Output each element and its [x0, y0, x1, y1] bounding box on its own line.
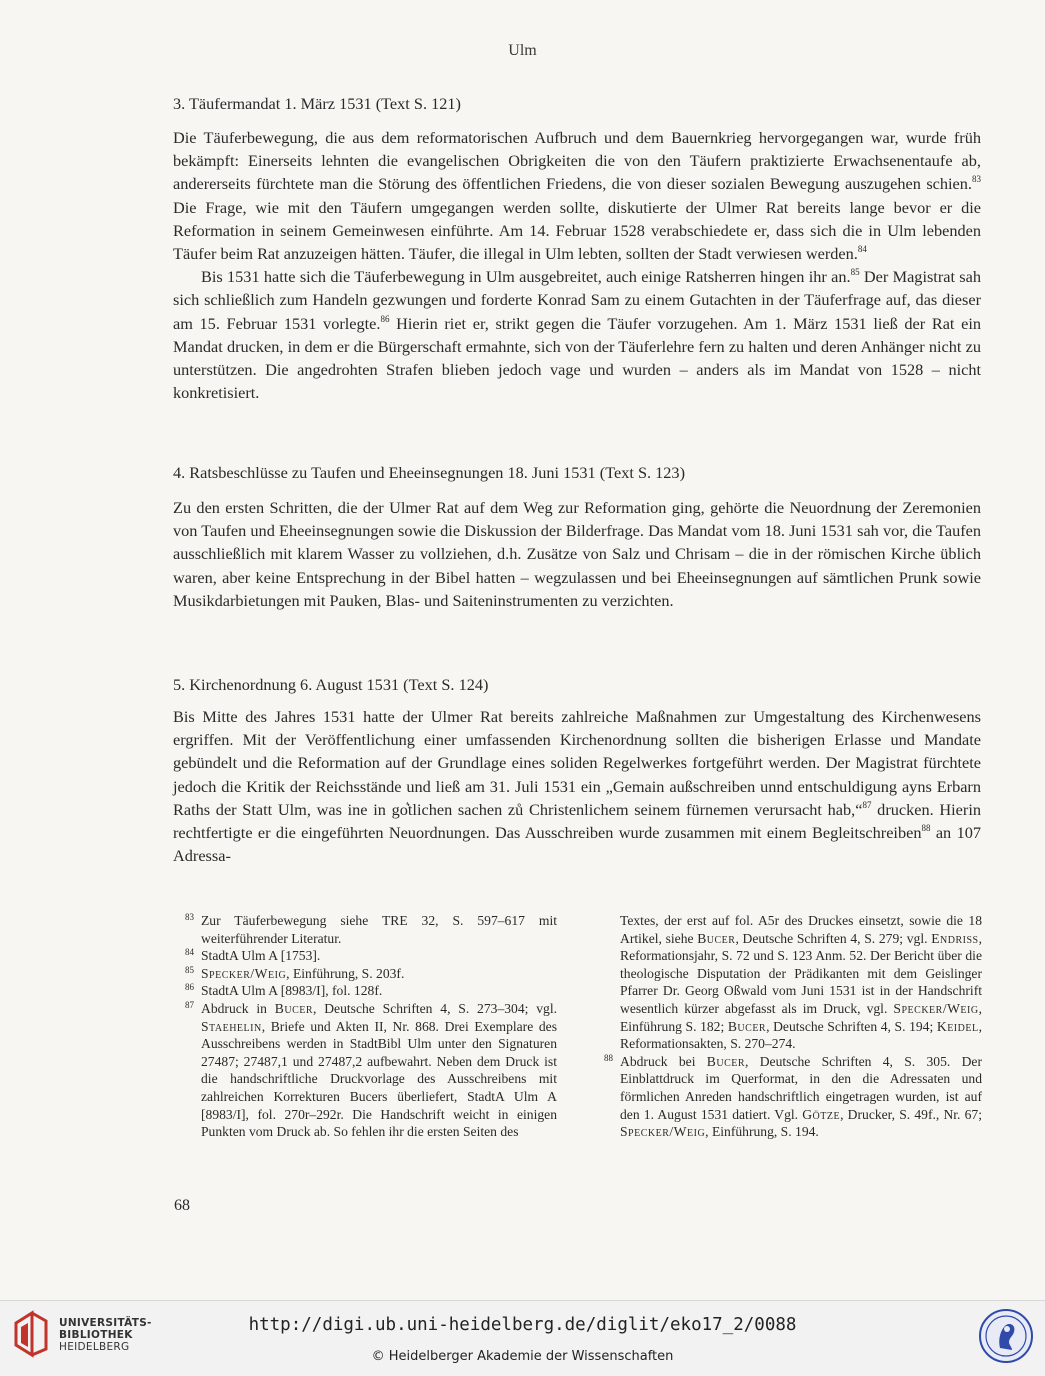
footnote-text: StadtA Ulm A [1753]. — [201, 948, 321, 964]
logo-line: BIBLIOTHEK — [59, 1329, 133, 1341]
footnote-text: Zur Täuferbewegung siehe TRE 32, S. 597–617 mit weiterführender Literatur. — [201, 913, 557, 946]
logo-line: HEIDELBERG — [59, 1341, 130, 1353]
footnote-ref-83[interactable]: 83 — [972, 174, 981, 185]
footnote-text: , Einführung, S. 203f. — [286, 965, 405, 981]
text-run: Die Frage, wie mit den Täufern umgegangen werden sollte, diskutierte der Ulmer Rat bereits lange bevor er die Reformation in seinem Gemeinwesen einführte. Am 14. Februar 1528 verabschiedete er, dass sich die in Ulm lebenden Täufer beim Rat anzuzeigen hätten. Täufer, die illegal in Ulm lebten, sollten der Stadt verwiesen werden. — [173, 197, 981, 264]
section-heading-4: 4. Ratsbeschlüsse zu Taufen und Eheeinsegnungen 18. Juni 1531 (Text S. 123) — [173, 463, 685, 482]
footnote-text: , Reformationsakten, S. 270–274. — [620, 1018, 982, 1052]
footnote-text: , Deutsche Schriften 4, S. 279; vgl. — [735, 930, 932, 946]
footnote-text: , Drucker, S. 49f., Nr. 67; — [840, 1106, 982, 1122]
section-heading-3: 3. Täufermandat 1. März 1531 (Text S. 121) — [173, 94, 461, 113]
footnote-88 — [604, 1053, 982, 1141]
paragraph — [173, 705, 981, 867]
author-name: Götze — [802, 1106, 841, 1122]
text-run: Bis Mitte des Jahres 1531 hatte der Ulmer Rat bereits zahlreiche Maßnahmen zur Umgestaltung des Kirchenwesens ergriffen. Mit der Veröffentlichung einer umfassenden Kirchenordnung sollten die bisherigen Erlasse und Mandate gebündelt und die Reformation auf der Grundlage eines soliden Regelwerkes fortgeführt werden. Der Magistrat fürchtete jedoch die Kritik der Reichsstände und ließ am 31. Juli 1531 ein „Gemain außschreiben unnd entschuldigung ayns Erbarn Raths der Statt Ulm, was ine in go͛tlichen sachen zů Christenlichem seinem fürnemen verursacht hab,“ — [173, 707, 981, 819]
author-name: Bucer — [706, 1053, 746, 1069]
footnote-number: 83 — [185, 912, 194, 922]
footnote-85 — [185, 965, 557, 983]
page-number: 68 — [174, 1197, 190, 1214]
paragraph — [173, 126, 981, 265]
footnote-ref-88[interactable]: 88 — [921, 823, 931, 834]
footnote-84 — [185, 947, 557, 965]
footnote-text: , Briefe und Akten II, Nr. 868. Drei Exemplare des Ausschreibens werden in StadtBibl Ulm unter den Signaturen 27487; 27487,1 und 27487,2 aufbewahrt. Neben dem Druck ist die handschriftliche Druckvorlage des Ausschreibens mit zahlreichen Korrekturen Bucers überliefert, StadtA Ulm A [8983/I], fol. 270r–292r. Die Handschrift weicht in einigen Punkten vom Druck ab. So fehlen ihr die ersten Seiten des — [201, 1018, 557, 1140]
footnote-ref-87[interactable]: 87 — [862, 799, 872, 810]
permalink-url[interactable]: http://digi.ub.uni-heidelberg.de/diglit/eko17_2/0088 — [248, 1315, 797, 1335]
paragraph: Zu den ersten Schritten, die der Ulmer Rat auf dem Weg zur Reformation ging, gehörte die Neuordnung der Zeremonien von Taufen und Eheeinsegnungen sowie die Diskussion der Bilderfrage. Das Mandat vom 18. Juni 1531 sah vor, die Taufen ausschließlich mit klarem Wasser zu vollziehen, d.h. Zusätze von Salz und Chrisam – die in der römischen Kirche üblich waren, aber keine Entsprechung in der Bibel hatten – wegzulassen und bei Eheeinsegnungen auf sämtlichen Prunk sowie Musikdarbietungen mit Pauken, Blas- und Saiteninstrumenten zu verzichten. — [173, 498, 981, 610]
text-run: Die Täuferbewegung, die aus dem reformatorischen Aufbruch und dem Bauernkrieg hervorgegangen war, wurde früh bekämpft: Einerseits lehnten die evangelischen Obrigkeiten die von den Täufern praktizierte Erwachsenentaufe ab, andererseits fürchtete man die Störung des öffentlichen Friedens, die von dieser sozialen Bewegung auszugehen schien. — [173, 128, 981, 194]
author-name: Staehelin — [201, 1018, 262, 1034]
section-heading-5: 5. Kirchenordnung 6. August 1531 (Text S. 124) — [173, 675, 489, 694]
author-name: Endriss — [931, 930, 979, 946]
footnote-87 — [185, 1000, 557, 1141]
footnote-text: , Deutsche Schriften 4, S. 194; — [766, 1018, 937, 1034]
text-run: Hierin riet er, strikt gegen die Täufer vorzugehen. Am 1. März 1531 ließ der Rat ein Mandat drucken, in dem er die Bürgerschaft ermahnte, sich von der Täuferlehre fern zu halten und deren Anhänger nicht zu unterstützen. Die angedrohten Strafen blieben jedoch vage und wurden – anders als im Mandat von 1528 – nicht konkretisiert. — [173, 313, 982, 403]
copyright-notice: © Heidelberger Akademie der Wissenschaften — [371, 1349, 674, 1364]
text-run: Der Magistrat sah sich schließlich zum Handeln gezwungen und forderte Konrad Sam zu einem Gutachten in der Täuferfrage auf, das dieser am 15. Februar 1531 vorlegte. — [173, 267, 982, 333]
footnote-number: 84 — [185, 947, 194, 958]
section-4-body — [173, 496, 981, 612]
section-3-body — [173, 126, 981, 404]
footnote-text: , Deutsche Schriften 4, S. 305. Der Einblattdruck im Querformat, in den die Adressaten und förmlichen Anreden handschriftlich eingetragen wurden, ist auf den 1. August 1531 datiert. Vgl. — [620, 1053, 982, 1122]
paragraph — [173, 265, 981, 404]
academy-seal-icon[interactable] — [978, 1308, 1034, 1364]
footnote-ref-86[interactable]: 86 — [380, 313, 390, 324]
text-run: an 107 Adressa- — [173, 823, 981, 866]
author-name: Specker/Weig — [620, 1124, 706, 1140]
logo-line: UNIVERSITÄTS- — [59, 1317, 152, 1329]
footnotes-left-column — [185, 912, 557, 1141]
running-header: Ulm — [508, 42, 537, 59]
footnote-text: , Reformationsjahr, S. 72 und S. 123 Anm. 52. Der Bericht über die theologische Disputation der Prädikanten mit dem Geislinger Pfarrer Dr. Georg Oßwald vom Juni 1531 ist in der Handschrift wesentlich kürzer abgefasst als im Druck, vgl. — [620, 930, 982, 1016]
footnotes-right-column — [604, 912, 982, 1141]
footnote-number: 88 — [604, 1052, 613, 1063]
footnote-text: Abdruck in — [201, 1000, 275, 1016]
author-name: Bucer — [697, 930, 736, 946]
footnote-ref-84[interactable]: 84 — [857, 244, 867, 255]
footnote-86 — [185, 982, 557, 1000]
footnote-83 — [185, 912, 557, 947]
author-name: Bucer — [274, 1000, 314, 1016]
footnote-text: , Deutsche Schriften 4, S. 273–304; vgl. — [313, 1000, 558, 1016]
footnote-ref-85[interactable]: 85 — [850, 267, 860, 278]
footnote-text: StadtA Ulm A [8983/I], fol. 128f. — [201, 983, 383, 999]
footnote-87-continued — [604, 912, 982, 1053]
footnote-text: , Einführung S. 182; — [620, 1000, 982, 1034]
footnote-number: 86 — [185, 982, 194, 993]
footnote-text: Abdruck bei — [620, 1053, 707, 1069]
viewer-footer — [0, 1300, 1045, 1376]
author-name: Keidel — [936, 1018, 979, 1034]
author-name: Specker/Weig — [893, 1000, 979, 1016]
footnote-text: Textes, der erst auf fol. A5r des Druckes einsetzt, sowie die 18 Artikel, siehe — [620, 913, 982, 946]
footnote-number: 85 — [185, 964, 194, 975]
author-name: Specker/Weig — [201, 965, 287, 981]
author-name: Bucer — [727, 1018, 767, 1034]
text-run: drucken. Hierin rechtfertigte er die eingeführten Neuordnungen. Das Ausschreiben wurde zusammen mit einem Begleitschreiben — [173, 799, 981, 843]
footnote-text: , Einführung, S. 194. — [705, 1124, 819, 1140]
footnote-number: 87 — [185, 999, 194, 1010]
section-5-body — [173, 705, 981, 867]
text-run: Bis 1531 hatte sich die Täuferbewegung in Ulm ausgebreitet, auch einige Ratsherren hingen ihr an. — [201, 267, 851, 287]
